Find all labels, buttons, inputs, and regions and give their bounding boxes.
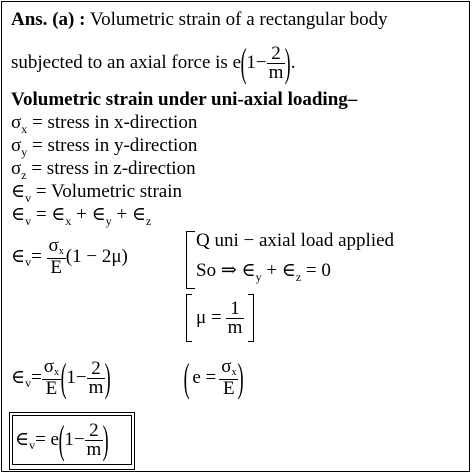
definition-sigma-y [11,135,197,158]
note-line-2 [196,260,331,283]
fraction-sigma-over-e [42,358,61,398]
mu-box [186,294,254,342]
answer-label: Ans. [11,9,48,30]
left-paren: ( [240,40,247,85]
right-paren: ) [238,355,245,400]
fraction-numerator: 2 [87,360,106,379]
definition-sigma-x [11,112,197,135]
fraction-denominator: m [227,316,243,338]
symbol-sigma: σ [11,112,22,133]
left-paren: ( [60,355,67,400]
subscript: z [295,270,302,284]
subscript: v [25,255,32,269]
subscript: x [58,246,64,257]
fraction-numerator: 2 [85,422,104,441]
fraction-sigma-over-e [219,358,238,398]
subscript: x [21,122,28,136]
subscript: v [25,191,32,205]
symbol-sigma: σ [11,158,22,179]
fraction-denominator: m [86,438,102,460]
expr-one-minus: 1− [246,52,267,73]
symbol-epsilon: ∈ [11,246,26,267]
subscript: y [105,214,112,228]
fraction-2-over-m [267,42,286,83]
subscript: z [21,168,27,182]
expr-e: e [232,52,242,73]
right-paren: ) [285,40,292,85]
fraction-denominator: m [88,376,104,398]
symbol-sigma: σ [11,135,22,156]
definition-text: = Volumetric strain [31,181,182,202]
subscript: x [54,367,60,378]
subscript: z [145,214,152,228]
so-implies-epsilon: So ⇒ ∈ [196,260,256,281]
plus-epsilon: + ∈ [71,204,106,225]
left-paren: ( [183,355,190,400]
answer-line-2 [11,38,295,88]
fraction-numerator: 2 [267,45,286,64]
note-bracket [186,231,195,289]
symbol-epsilon: ∈ [15,429,30,450]
fraction-1-over-m [226,297,245,338]
subscript: v [25,214,32,228]
equals: = [31,246,42,267]
definition-text: = stress in z-direction [26,158,196,179]
symbol-epsilon: ∈ [11,204,26,225]
plus-epsilon: + ∈ [261,260,296,281]
right-paren: ) [102,417,109,462]
right-paren: ) [105,355,112,400]
period: . [290,52,296,73]
fraction-numerator: 1 [226,300,245,319]
symbol-epsilon: ∈ [11,367,26,388]
note-line-1: Q uni − axial load applied [196,230,395,251]
answer-option: (a) [52,9,75,30]
final-answer-box [12,415,132,465]
expr-one-minus-two-mu: (1 − 2μ) [65,246,128,267]
expr-one-minus: 1− [66,367,87,388]
fraction-sigma-over-e [47,237,66,277]
expr-one-minus: 1− [64,429,85,450]
answer-text-1: Volumetric strain of a rectangular body [89,9,388,30]
subscript: x [231,367,237,378]
equals: = [31,367,42,388]
right-square-bracket [248,294,254,342]
equation-strain-m [11,354,111,402]
definition-epsilon-v [11,181,182,204]
plus-epsilon: + ∈ [111,204,146,225]
symbol-sigma: σ [48,235,59,256]
mu-equals: μ = [196,307,222,328]
e-definition [184,354,244,402]
subscript: y [21,145,28,159]
symbol-epsilon: ∈ [11,181,26,202]
symbol-sigma: σ [43,356,55,377]
answer-text-2: subjected to an axial force is [11,52,228,73]
subscript: v [25,376,32,390]
subscript: x [65,214,72,228]
definition-text: = stress in y-direction [27,135,198,156]
section-heading: Volumetric strain under uni-axial loading– [11,89,358,110]
left-paren: ( [58,417,65,462]
symbol-sigma: σ [221,356,232,377]
definition-text: = stress in x-direction [27,112,198,133]
subscript: y [255,270,262,284]
equation-strain-mu [11,234,128,280]
equals-zero: = 0 [301,260,331,281]
equals-epsilon: = ∈ [31,204,66,225]
fraction-denominator: E [223,378,235,399]
fraction-denominator: m [268,61,284,83]
fraction-numerator [219,358,238,380]
answer-colon: : [79,9,86,30]
equation-strain-sum [11,204,151,227]
fraction-denominator: E [45,378,58,399]
subscript: v [29,438,36,452]
equals-e: = e [35,429,59,450]
fraction-denominator: E [50,257,62,278]
definition-sigma-z [11,158,196,181]
fraction-numerator [47,237,66,259]
fraction-numerator [42,358,61,380]
fraction-2-over-m [85,419,104,460]
fraction-2-over-m [87,357,106,398]
e-equals: e = [192,367,217,388]
answer-line-1 [11,9,388,31]
